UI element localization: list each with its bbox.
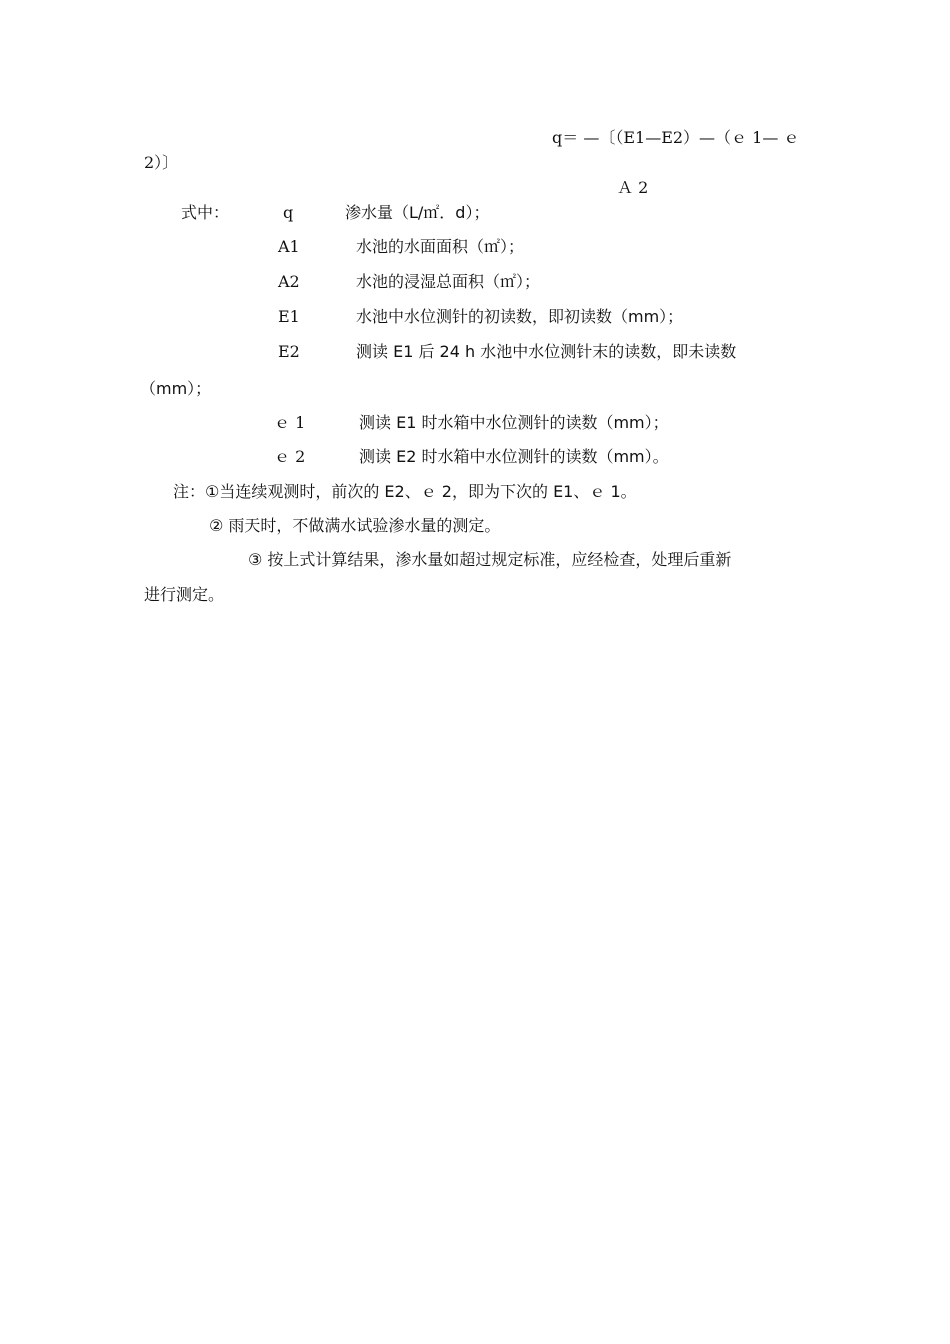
- symbol-e2: E2: [278, 342, 300, 361]
- formula-line-2: 2）〕: [144, 153, 179, 172]
- symbol-e1: E1: [278, 307, 300, 326]
- where-label: 式中：: [181, 203, 230, 222]
- symbol-a2: A2: [278, 272, 300, 291]
- note-3: ③ 按上式计算结果，渗水量如超过规定标准，应经检查，处理后重新: [248, 550, 732, 569]
- symbol-small-e2: ｅ 2: [274, 447, 306, 466]
- definition-e2: 测读 E1 后 24 h 水池中水位测针末的读数，即未读数: [356, 342, 737, 361]
- formula-line-1: q＝ —〔（E1—E2）—（ｅ 1— ｅ: [552, 128, 800, 147]
- definition-a1: 水池的水面面积（㎡）；: [356, 237, 525, 256]
- definition-q: 渗水量（L/㎡．d）；: [345, 203, 490, 222]
- definition-a2: 水池的浸湿总面积（㎡）；: [356, 272, 541, 291]
- definition-e2-continued: （mm）；: [140, 379, 212, 398]
- definition-e1: 水池中水位测针的初读数，即初读数（mm）；: [356, 307, 684, 326]
- symbol-small-e1: ｅ 1: [274, 413, 306, 432]
- note-3-continued: 进行测定。: [144, 585, 225, 604]
- definition-small-e1: 测读 E1 时水箱中水位测针的读数（mm）；: [359, 413, 669, 432]
- note-2: ② 雨天时，不做满水试验渗水量的测定。: [209, 516, 501, 535]
- note-1: 注：①当连续观测时，前次的 E2、ｅ 2，即为下次的 E1、ｅ 1。: [173, 482, 637, 501]
- symbol-q: q: [283, 203, 294, 222]
- formula-denominator: Ａ 2: [617, 178, 649, 197]
- symbol-a1: A1: [278, 237, 300, 256]
- definition-small-e2: 测读 E2 时水箱中水位测针的读数（mm）。: [359, 447, 669, 466]
